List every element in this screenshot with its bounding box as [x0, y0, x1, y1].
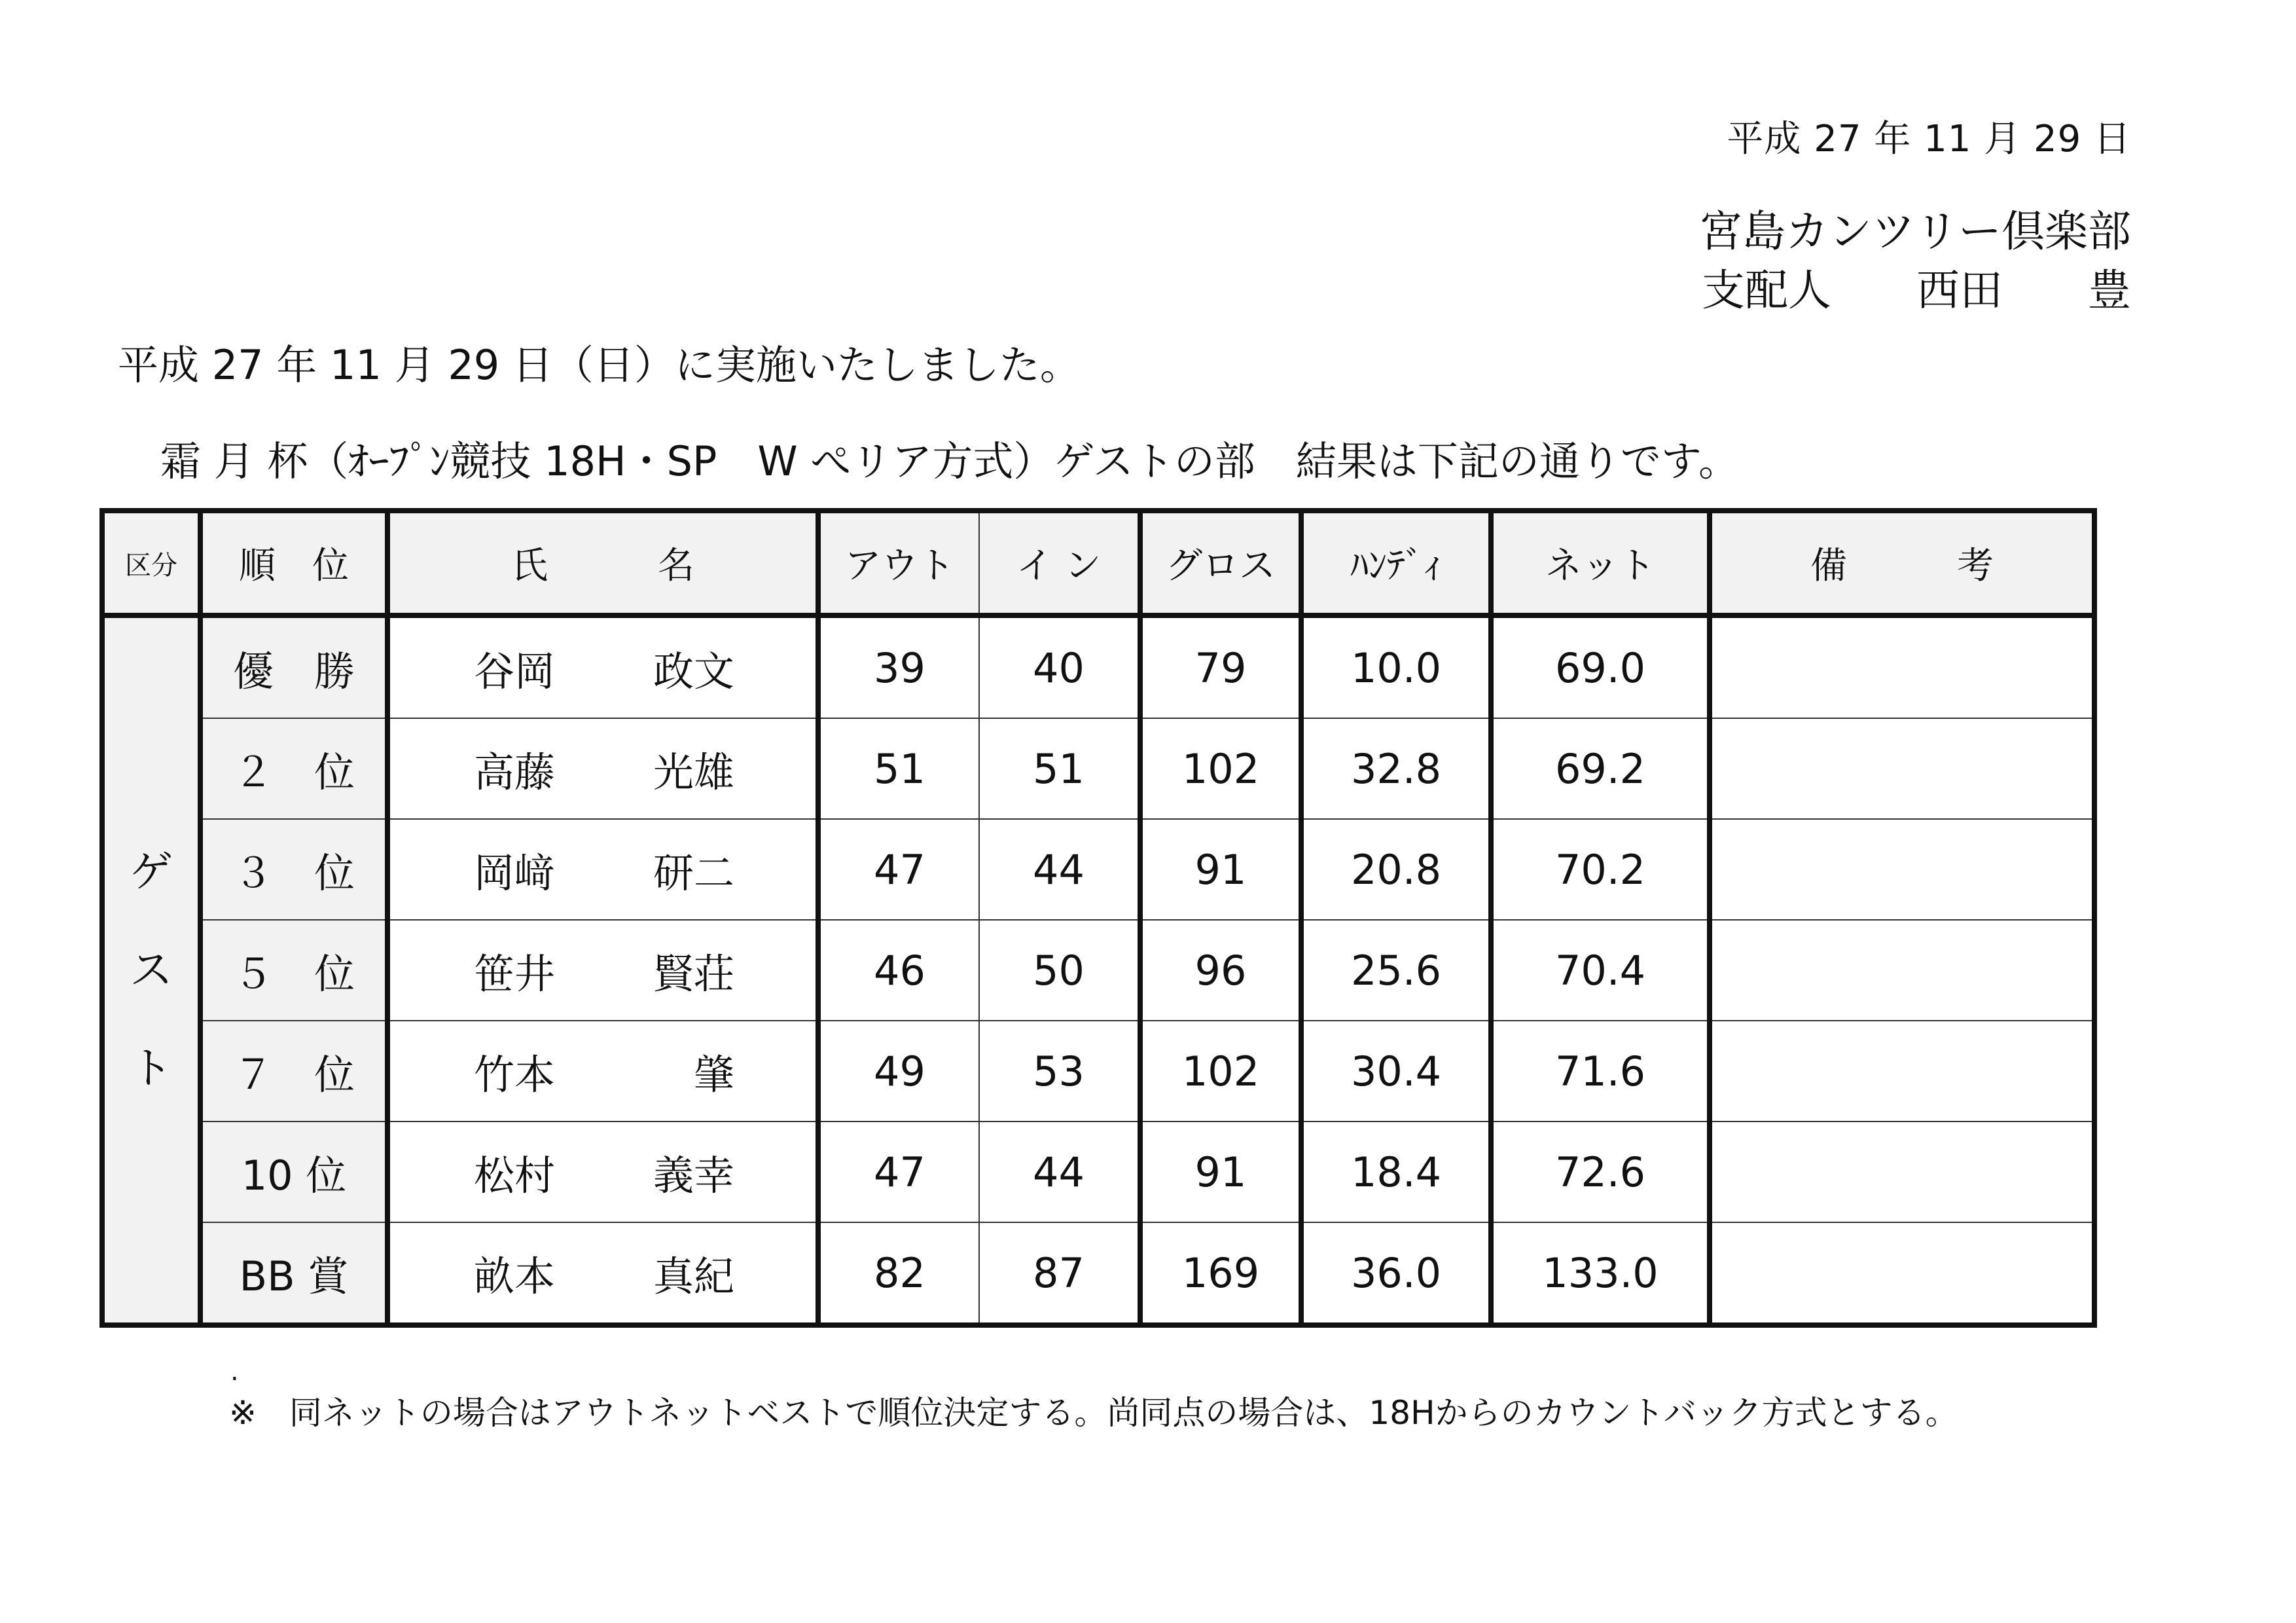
in-score-cell: 40: [979, 615, 1140, 718]
category-char: ト: [130, 1043, 173, 1093]
results-table: [99, 508, 2097, 1328]
header-gross: グロス: [1140, 511, 1301, 615]
gross-score-cell: 79: [1140, 615, 1301, 718]
remarks-cell: [1710, 1222, 2094, 1325]
player-family-name: 岡﨑: [474, 848, 556, 897]
category-char: ス: [130, 945, 173, 995]
player-given-name: 光雄: [653, 748, 734, 796]
out-score-cell: 47: [818, 819, 979, 920]
handicap-cell: 36.0: [1301, 1222, 1491, 1325]
remarks-cell: [1710, 920, 2094, 1021]
player-family-name: 笹井: [474, 949, 556, 998]
net-score-cell: 69.0: [1491, 615, 1710, 718]
player-family-name: 谷岡: [474, 647, 556, 695]
footnote: ※ 同ネットの場合はアウトネットベストで順位決定する。尚同点の場合は、18Hからのカウントバック方式とする。: [229, 1394, 1958, 1432]
remarks-cell: [1710, 819, 2094, 920]
player-name-cell: [387, 920, 818, 1021]
player-given-name: 研二: [653, 848, 734, 897]
header-out: アウト: [818, 511, 979, 615]
in-score-cell: 87: [979, 1222, 1140, 1325]
manager-family-name: 西田: [1916, 265, 2003, 316]
table-row: [102, 920, 2094, 1021]
player-name-cell: [387, 1021, 818, 1122]
category-cell: [102, 615, 200, 1325]
rank-cell: 10 位: [200, 1122, 387, 1222]
in-score-cell: 51: [979, 718, 1140, 819]
player-given-name: 賢荘: [653, 949, 734, 998]
gross-score-cell: 102: [1140, 718, 1301, 819]
footnote-mark: .: [230, 1357, 239, 1387]
gross-score-cell: 169: [1140, 1222, 1301, 1325]
header-category: 区分: [102, 511, 200, 615]
table-row: [102, 1222, 2094, 1325]
rank-cell: 優 勝: [200, 615, 387, 718]
organization-name: 宮島カンツリー倶楽部: [1699, 206, 2131, 257]
result-rows: [102, 615, 2094, 1325]
out-score-cell: 49: [818, 1021, 979, 1122]
player-family-name: 竹本: [474, 1050, 556, 1099]
net-score-cell: 133.0: [1491, 1222, 1710, 1325]
player-family-name: 高藤: [474, 748, 556, 796]
header-in: イ ン: [979, 511, 1140, 615]
table-row: [102, 718, 2094, 819]
handicap-cell: 25.6: [1301, 920, 1491, 1021]
out-score-cell: 47: [818, 1122, 979, 1222]
remarks-cell: [1710, 615, 2094, 718]
header-row: [102, 511, 2094, 615]
gross-score-cell: 96: [1140, 920, 1301, 1021]
player-family-name: 畝本: [474, 1252, 556, 1300]
handicap-cell: 18.4: [1301, 1122, 1491, 1222]
header-remarks: 備 考: [1710, 511, 2094, 615]
in-score-cell: 53: [979, 1021, 1140, 1122]
rank-cell: ３ 位: [200, 819, 387, 920]
handicap-cell: 30.4: [1301, 1021, 1491, 1122]
document-date: 平成 27 年 11 月 29 日: [1727, 118, 2131, 160]
event-title: 霜 月 杯（ｵｰﾌﾟﾝ競技 18H・SP W ぺリア方式）ゲストの部 結果は下記の通りです。: [160, 437, 1739, 485]
rank-cell: BB 賞: [200, 1222, 387, 1325]
handicap-cell: 20.8: [1301, 819, 1491, 920]
remarks-cell: [1710, 1021, 2094, 1122]
player-name-cell: [387, 1122, 818, 1222]
net-score-cell: 71.6: [1491, 1021, 1710, 1122]
player-given-name: 真紀: [653, 1252, 734, 1300]
rank-cell: ５ 位: [200, 920, 387, 1021]
table-row: [102, 1021, 2094, 1122]
gross-score-cell: 91: [1140, 1122, 1301, 1222]
net-score-cell: 72.6: [1491, 1122, 1710, 1222]
gross-score-cell: 102: [1140, 1021, 1301, 1122]
remarks-cell: [1710, 1122, 2094, 1222]
header-name: 氏 名: [387, 511, 818, 615]
player-name-cell: [387, 819, 818, 920]
out-score-cell: 39: [818, 615, 979, 718]
handicap-cell: 32.8: [1301, 718, 1491, 819]
manager-given-name: 豊: [2088, 265, 2131, 316]
manager-title: 支配人: [1702, 265, 1831, 316]
in-score-cell: 44: [979, 819, 1140, 920]
header-rank: 順 位: [200, 511, 387, 615]
player-given-name: 義幸: [653, 1151, 734, 1199]
header-net: ネット: [1491, 511, 1710, 615]
net-score-cell: 70.4: [1491, 920, 1710, 1021]
net-score-cell: 70.2: [1491, 819, 1710, 920]
player-given-name: 肇: [693, 1050, 734, 1099]
in-score-cell: 44: [979, 1122, 1140, 1222]
rank-cell: ２ 位: [200, 718, 387, 819]
player-name-cell: [387, 615, 818, 718]
table-row: [102, 1122, 2094, 1222]
player-family-name: 松村: [474, 1151, 556, 1199]
player-name-cell: [387, 718, 818, 819]
out-score-cell: 46: [818, 920, 979, 1021]
intro-text: 平成 27 年 11 月 29 日（日）に実施いたしました。: [118, 341, 1081, 389]
remarks-cell: [1710, 718, 2094, 819]
manager-line: [1702, 255, 2131, 318]
out-score-cell: 82: [818, 1222, 979, 1325]
player-given-name: 政文: [653, 647, 734, 695]
category-char: ゲ: [130, 847, 173, 897]
net-score-cell: 69.2: [1491, 718, 1710, 819]
handicap-cell: 10.0: [1301, 615, 1491, 718]
table-row: [102, 615, 2094, 718]
header-handicap: ﾊﾝﾃﾞｨ: [1301, 511, 1491, 615]
gross-score-cell: 91: [1140, 819, 1301, 920]
player-name-cell: [387, 1222, 818, 1325]
table-row: [102, 819, 2094, 920]
rank-cell: ７ 位: [200, 1021, 387, 1122]
out-score-cell: 51: [818, 718, 979, 819]
in-score-cell: 50: [979, 920, 1140, 1021]
